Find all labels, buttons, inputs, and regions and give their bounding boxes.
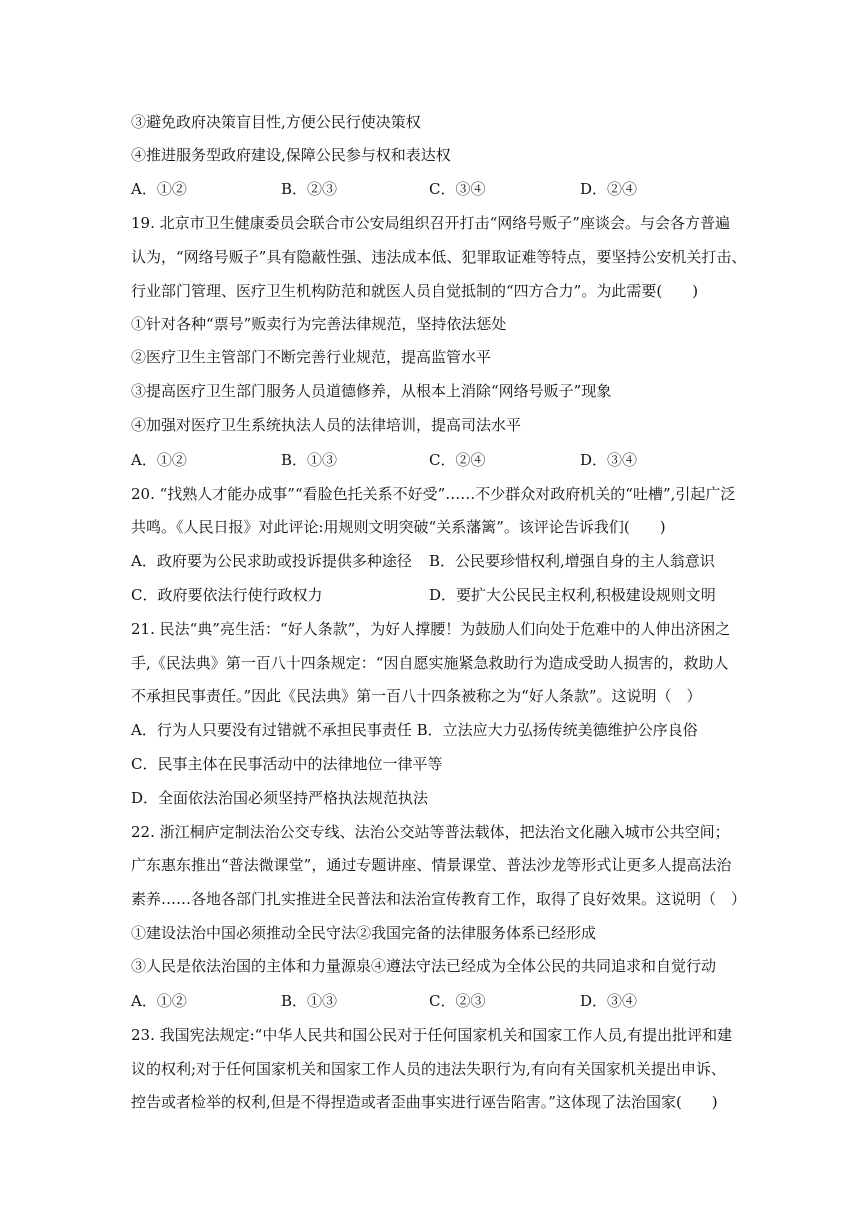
q22-stem-line-1: 22. 浙江桐庐定制法治公交专线、法治公交站等普法载体，把法治文化融入城市公共空间； — [131, 823, 730, 841]
q20-option-d: D．要扩大公民民主权利,积极建设规则文明 — [429, 586, 716, 604]
q22-items-line-2: ③人民是依法治国的主体和力量源泉④遵法守法已经成为全体公民的共同追求和自觉行动 — [131, 957, 717, 975]
q22-stem-line-3: 素养……各地各部门扎实推进全民普法和法治宣传教育工作，取得了良好效果。这说明（ ） — [131, 890, 747, 908]
q18-options — [131, 179, 731, 199]
q19-options — [131, 450, 731, 470]
q22-option-d: D．③④ — [580, 992, 638, 1010]
q21-stem-line-2: 手,《民法典》第一百八十四条规定：“因自愿实施紧急救助行为造成受助人损害的，救助人 — [131, 654, 729, 672]
q19-option-b: B．①③ — [281, 451, 338, 469]
q20-options-row-2 — [131, 585, 731, 605]
q18-option-a: A．①② — [131, 180, 187, 198]
q22-stem-line-2: 广东惠东推出“普法微课堂”，通过专题讲座、情景课堂、普法沙龙等形式让更多人提高法治 — [131, 856, 732, 874]
q19-item-2: ②医疗卫生主管部门不断完善行业规范，提高监管水平 — [131, 348, 492, 366]
q19-item-1: ①针对各种“票号”贩卖行为完善法律规范，坚持依法惩处 — [131, 315, 507, 333]
q18-option-b: B．②③ — [281, 180, 338, 198]
q19-stem-line-3: 行业部门管理、医疗卫生机构防范和就医人员自觉抵制的“四方合力”。为此需要( ) — [131, 282, 699, 300]
q20-option-b: B．公民要珍惜权利,增强自身的主人翁意识 — [429, 552, 715, 570]
q21-option-a-b: A．行为人只要没有过错就不承担民事责任 B．立法应大力弘扬传统美德维护公序良俗 — [131, 721, 698, 739]
q23-stem-line-2: 议的权利;对于任何国家机关和国家工作人员的违法失职行为,有向有关国家机关提出申诉、 — [131, 1060, 726, 1078]
q22-items-line-1: ①建设法治中国必须推动全民守法②我国完备的法律服务体系已经形成 — [131, 924, 597, 942]
q20-stem-line-1: 20. “找熟人才能办成事”“看脸色托关系不好受”……不少群众对政府机关的“吐槽”,引起广泛 — [131, 485, 736, 503]
q22-option-a: A．①② — [131, 992, 187, 1010]
q23-stem-line-3: 控告或者检举的权利,但是不得捏造或者歪曲事实进行诬告陷害。”这体现了法治国家( ) — [131, 1093, 718, 1111]
q20-options-row-1 — [131, 551, 731, 571]
q22-options — [131, 991, 731, 1011]
q19-item-4: ④加强对医疗卫生系统执法人员的法律培训，提高司法水平 — [131, 416, 522, 434]
q22-option-c: C．②③ — [429, 992, 486, 1010]
q19-option-a: A．①② — [131, 451, 187, 469]
q22-option-b: B．①③ — [281, 992, 338, 1010]
q18-option-d: D．②④ — [580, 180, 638, 198]
q19-option-d: D．③④ — [580, 451, 638, 469]
q21-option-d: D．全面依法治国必须坚持严格执法规范执法 — [131, 789, 429, 807]
q19-stem-line-1: 19. 北京市卫生健康委员会联合市公安局组织召开打击“网络号贩子”座谈会。与会各方普遍 — [131, 214, 730, 232]
q19-stem-line-2: 认为，“网络号贩子”具有隐蔽性强、违法成本低、犯罪取证难等特点，要坚持公安机关打击、 — [131, 248, 747, 266]
q19-item-3: ③提高医疗卫生部门服务人员道德修养，从根本上消除“网络号贩子”现象 — [131, 382, 612, 400]
q21-stem-line-3: 不承担民事责任。”因此《民法典》第一百八十四条被称之为“好人条款”。这说明（ ） — [131, 687, 702, 705]
q21-option-c: C．民事主体在民事活动中的法律地位一律平等 — [131, 755, 443, 773]
q18-option-c: C．③④ — [429, 180, 486, 198]
q19-option-c: C．②④ — [429, 451, 486, 469]
q20-option-a: A．政府要为公民求助或投诉提供多种途径 — [131, 552, 412, 570]
q20-option-c: C．政府要依法行使行政权力 — [131, 586, 323, 604]
q23-stem-line-1: 23. 我国宪法规定:“中华人民共和国公民对于任何国家机关和国家工作人员,有提出批评和建 — [131, 1026, 733, 1044]
q18-item-3: ③避免政府决策盲目性,方便公民行使决策权 — [131, 113, 421, 131]
q20-stem-line-2: 共鸣。《人民日报》对此评论:用规则文明突破“关系藩篱”。该评论告诉我们( ) — [131, 518, 666, 536]
q18-item-4: ④推进服务型政府建设,保障公民参与权和表达权 — [131, 146, 451, 164]
q21-stem-line-1: 21. 民法“典”亮生活：“好人条款”，为好人撑腰！为鼓励人们向处于危难中的人伸出济困之 — [131, 620, 731, 638]
